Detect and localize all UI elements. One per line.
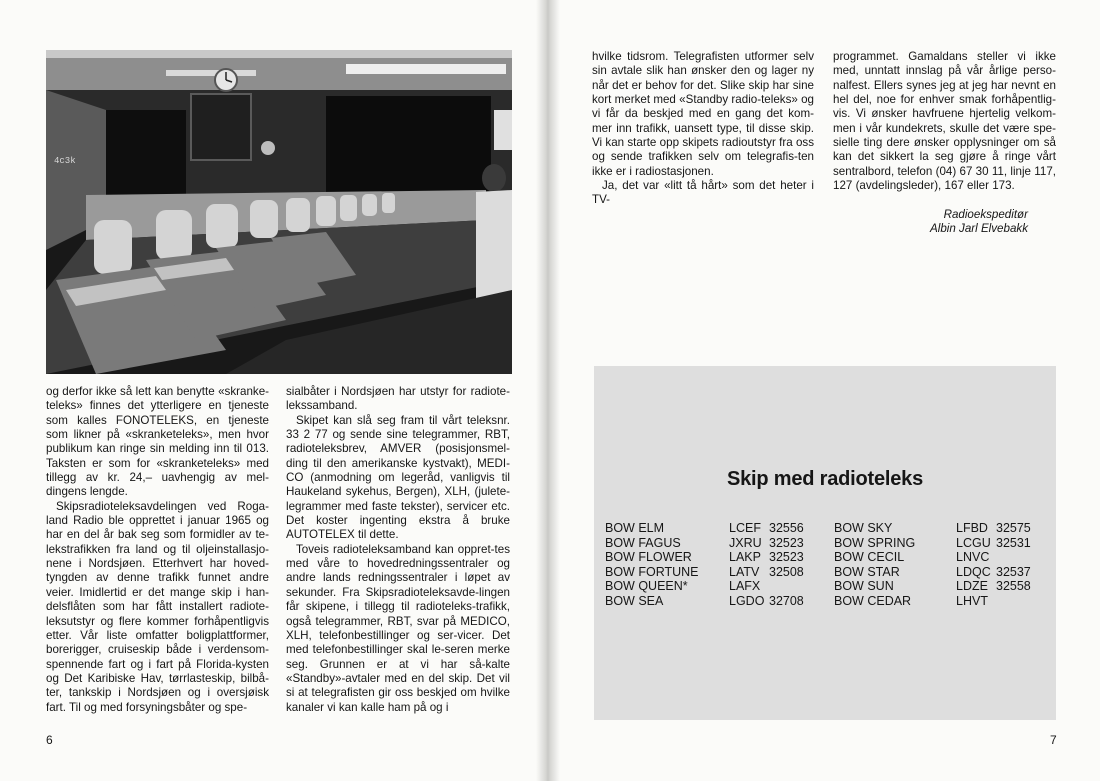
book-gutter bbox=[536, 0, 560, 781]
ship-call-sign: LAKP bbox=[729, 550, 761, 564]
ship-table-box bbox=[594, 366, 1056, 720]
ship-row bbox=[834, 536, 1031, 551]
ship-name: BOW FLOWER bbox=[605, 550, 692, 564]
paragraph: programmet. Gamaldans steller vi ikke med, unntatt innslag på vår årlige perso-nalfest. Ellers synes jeg at jeg har nevnt en hel del, noe for enhver smak forhåpentlig-vis. Vi ønsker havfruene hjertelig velkom-men i vår kundekrets, skulle det være spe-sielle ting dere ønsker opplysninger om så kan det sikkert la seg gjøre å ringe vårt sentralbord, telefon (04) 67 30 11, linje 117, 127 (avdelingsleder), 167 eller 173. bbox=[833, 50, 1056, 193]
signature bbox=[930, 208, 1028, 237]
ship-call-sign: JXRU bbox=[729, 535, 762, 550]
ship-row bbox=[605, 536, 804, 551]
ship-row bbox=[834, 579, 1031, 594]
ship-call-sign: LCEF bbox=[729, 521, 761, 535]
ship-name: BOW SUN bbox=[834, 579, 894, 593]
page-number-left: 6 bbox=[46, 733, 53, 747]
right-column-1 bbox=[592, 50, 814, 208]
paragraph: sialbåter i Nordsjøen har utstyr for radiote-lekssamband. bbox=[286, 385, 510, 413]
ship-call-sign: LCGU bbox=[956, 535, 991, 550]
radio-room-photo bbox=[46, 50, 512, 374]
ship-name: BOW FORTUNE bbox=[605, 564, 699, 579]
right-column-2 bbox=[833, 50, 1056, 193]
ship-name: BOW SKY bbox=[834, 521, 893, 535]
ship-name: BOW STAR bbox=[834, 564, 900, 579]
ship-name: BOW QUEEN* bbox=[605, 579, 688, 593]
ship-call-sign: LFBD bbox=[956, 521, 988, 535]
page-number-right: 7 bbox=[1050, 733, 1057, 747]
ship-row bbox=[605, 594, 804, 609]
ship-row bbox=[834, 521, 1031, 536]
ship-list-right bbox=[834, 521, 1031, 608]
ship-telex-number: 32537 bbox=[996, 564, 1031, 579]
ship-telex-number: 32575 bbox=[996, 521, 1031, 535]
paragraph: hvilke tidsrom. Telegrafisten utformer selv sin avtale slik han ønsker den og lager ny når det er behov for det. Slike skip har sine kort merket med «Standby radio-teleks» og vi får da beskjed med en gang det kom-mer inn trafikk, uansett type, til disse skip. Vi kan starte opp skipets radioutstyr fra oss og sende trafikken selv om telegrafis-ten ikke er i radiostasjonen. bbox=[592, 50, 814, 178]
right-page bbox=[550, 0, 1100, 781]
left-column-1 bbox=[46, 385, 269, 715]
ship-call-sign: LDZE bbox=[956, 579, 988, 593]
ship-telex-number: 32558 bbox=[996, 579, 1031, 593]
ship-row bbox=[834, 550, 1031, 565]
paragraph: Toveis radioteleksamband kan oppret-tes med våre to hovedredningssentraler og andre lands redningssentraler i løpet av sekunder. Fra Skipsradioteleksavde-lingen får skipene, i tillegg til radioteleks-trafikk, også telegrammer, RBT, svar på MEDICO, XLH, telefonbestillinger og ser-vicer. Det med telefonbestillinger skal le-seren merke seg. Grunnen er at vi har så-kalte «Standby»-avtaler med en del skip. Det vil si at telegrafisten gir oss beskjed om hvilke kanaler vi kan kalle ham på og i bbox=[286, 542, 510, 714]
ship-row bbox=[834, 594, 1031, 609]
ship-call-sign: LATV bbox=[729, 564, 760, 579]
left-column-2 bbox=[286, 385, 510, 715]
ship-name: BOW CECIL bbox=[834, 550, 905, 564]
paragraph: og derfor ikke så lett kan benytte «skranke-teleks» finnes det ytterligere en tjeneste som kalles FONOTELEKS, en tjeneste som likner på «skranketeleks», men hvor publikum kan ringe sin melding inn til 013. Taksten er som for «skranketeleks» med tillegg av kr. 24,– uavhengig av mel-dingens lengde. bbox=[46, 385, 269, 499]
paragraph: Skipsradioteleksavdelingen ved Roga-land Radio ble opprettet i januar 1965 og har en del år bak seg som formidler av te-lekstrafikken fra land og til oljeinstallasjo-nene i Nordsjøen. Etterhvert har hoved-tyngden av denne trafikk funnet andre veier. Imidlertid er det mange skip i han-delsflåten som har fått installert radiote-leksutstyr og flere kommer forhåpentligvis etter. Vår liste omfatter boligplattformer, borerigger, cruiseskip både i verdensom-spennende fart og i fart på Florida-kysten og Det Karibiske Hav, tørrlasteskip, bilbå-ter, tankskip i Nordsjøen og i oversjøisk fart. Til og med forsyningsbåter og spe- bbox=[46, 499, 269, 714]
ship-table-title: Skip med radioteleks bbox=[726, 468, 924, 490]
ship-telex-number: 32508 bbox=[769, 564, 804, 579]
ship-row bbox=[605, 579, 804, 594]
ship-name: BOW SEA bbox=[605, 593, 664, 608]
signature-name: Albin Jarl Elvebakk bbox=[930, 222, 1028, 236]
ship-row bbox=[834, 565, 1031, 580]
paragraph: Skipet kan slå seg fram til vårt teleksnr. 33 2 77 og sende sine telegrammer, RBT, radioteleksbrev, AMVER (posisjonsmel-ding til den amerikanske kystvakt), MEDI-CO (anmodning om legeråd, vanligvis til Haukeland sykehus, Bergen), XLH, (julete-legrammer med faste tekster), servicer etc. Det koster ingenting ekstra å bruke AUTOTELEX til dette. bbox=[286, 413, 510, 542]
ship-name: BOW FAGUS bbox=[605, 535, 681, 550]
ship-call-sign: LDQC bbox=[956, 564, 991, 579]
ship-telex-number: 32531 bbox=[996, 535, 1031, 550]
ship-name: BOW ELM bbox=[605, 521, 665, 535]
photo-mark: 4c3k bbox=[54, 156, 76, 166]
ship-row bbox=[605, 565, 804, 580]
ship-call-sign: LAFX bbox=[729, 579, 761, 593]
ship-call-sign: LHVT bbox=[956, 593, 988, 608]
ship-call-sign: LGDO bbox=[729, 593, 765, 608]
ship-telex-number: 32708 bbox=[769, 593, 804, 608]
ship-row bbox=[605, 521, 804, 536]
paragraph: Ja, det var «litt tå hårt» som det heter i TV- bbox=[592, 179, 814, 207]
left-page bbox=[0, 0, 546, 781]
signature-title: Radioekspeditør bbox=[943, 208, 1028, 221]
ship-telex-number: 32523 bbox=[769, 535, 804, 550]
photo-illustration bbox=[46, 50, 512, 374]
ship-telex-number: 32556 bbox=[769, 521, 804, 535]
ship-telex-number: 32523 bbox=[769, 550, 804, 564]
ship-name: BOW CEDAR bbox=[834, 593, 912, 608]
ship-name: BOW SPRING bbox=[834, 535, 916, 550]
ship-call-sign: LNVC bbox=[956, 550, 990, 564]
ship-row bbox=[605, 550, 804, 565]
ship-list-left bbox=[605, 521, 804, 608]
